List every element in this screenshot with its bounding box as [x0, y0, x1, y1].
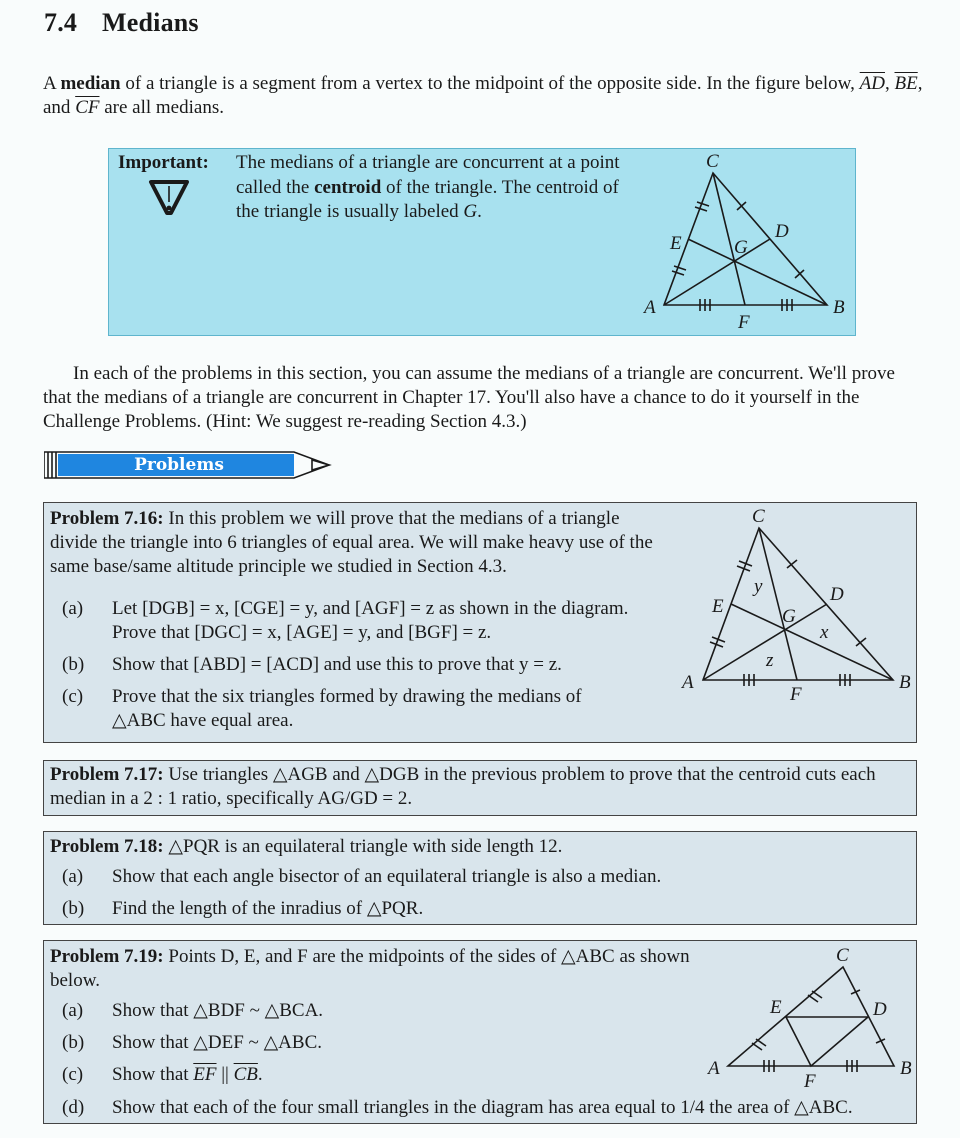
medians-diagram	[620, 145, 860, 335]
important-label: Important:	[118, 152, 209, 173]
segment-ad: $\overline{AD}$	[859, 73, 885, 94]
problem-statement: △PQR is an equilateral triangle with side length 12.	[168, 836, 563, 857]
region-label-z: z	[766, 650, 774, 671]
label-c: C	[706, 151, 719, 172]
problem-7-19-part-a	[62, 999, 682, 1023]
part-label: (a)	[62, 1000, 84, 1021]
part-label: (a)	[62, 866, 84, 887]
problem-7-17-text	[50, 763, 914, 811]
part-text: Let [DGB] = x, [CGE] = y, and [AGF] = z as shown in the diagram.	[112, 598, 629, 619]
problem-7-16-text	[50, 507, 670, 579]
intro-text: ,	[885, 73, 895, 94]
part-label: (a)	[62, 598, 84, 619]
label-b: B	[899, 672, 911, 693]
problem-statement: In this problem we will prove that the medians of a triangle divide the triangle into 6 triangles of equal area. We will make heavy use of the same base/same altitude principle we studied in Section 4.3.	[50, 508, 653, 577]
part-text: Show that △BDF ~ △BCA.	[112, 1000, 324, 1021]
problem-statement: Points D, E, and F are the midpoints of the sides of △ABC as shown below.	[50, 946, 690, 991]
label-a: A	[644, 297, 656, 318]
label-e: E	[670, 233, 682, 254]
part-label: (c)	[62, 686, 84, 707]
term-median: median	[60, 73, 121, 94]
part-label: (d)	[62, 1097, 85, 1118]
problem-7-18-text	[50, 835, 914, 859]
segment-cf: $\overline{CF}$	[75, 97, 100, 118]
intro-paragraph	[43, 72, 928, 120]
segment-cb: $\overline{CB}$	[233, 1064, 258, 1085]
median-cf	[759, 528, 797, 680]
important-text-part: of the triangle. The centroid of the triangle is usually labeled	[236, 176, 619, 222]
part-label: (c)	[62, 1064, 84, 1085]
important-text-part: .	[477, 201, 482, 222]
problem-7-18-part-b	[62, 897, 912, 921]
label-g: G	[782, 606, 796, 627]
part-label: (b)	[62, 1032, 85, 1053]
label-f: F	[738, 312, 750, 333]
intro-text: of a triangle is a segment from a vertex to the midpoint of the opposite side. In the figure below,	[120, 73, 860, 94]
region-label-x: x	[820, 622, 829, 643]
problem-7-19-text	[50, 945, 700, 993]
label-f: F	[790, 684, 802, 705]
median-be	[688, 239, 827, 305]
label-e: E	[712, 596, 724, 617]
problem-7-16-part-b	[62, 653, 682, 677]
intro-text: are all medians.	[99, 97, 224, 118]
label-c: C	[752, 506, 765, 527]
label-g: G	[734, 237, 748, 258]
part-label: (b)	[62, 654, 85, 675]
midpoint-triangle-diagram	[690, 935, 930, 1095]
section-number: 7.4	[44, 8, 78, 37]
warning-exclamation-icon	[147, 178, 191, 216]
section-title: Medians	[102, 8, 199, 37]
parallel-symbol: ||	[216, 1064, 234, 1085]
part-text: Show that	[112, 1064, 194, 1085]
segment-be: $\overline{BE}$	[894, 73, 918, 94]
part-text: Prove that the six triangles formed by drawing the medians of	[112, 686, 582, 707]
section-heading	[44, 8, 199, 38]
intro-text: A	[43, 73, 61, 94]
segment-ef: $\overline{EF}$	[193, 1064, 217, 1085]
problem-title: Problem 7.19:	[50, 946, 164, 967]
label-a: A	[708, 1058, 720, 1079]
problem-statement: Use triangles △AGB and △DGB in the previous problem to prove that the centroid cuts each median in a 2 : 1 ratio, specifically AG/GD = 2.	[50, 764, 876, 809]
label-d: D	[775, 221, 789, 242]
part-text: Show that [ABD] = [ACD] and use this to prove that y = z.	[112, 654, 562, 675]
problem-7-18-part-a	[62, 865, 912, 889]
important-text-part: The medians of a triangle are concurrent at a point called the	[236, 152, 620, 198]
part-text: Show that each angle bisector of an equilateral triangle is also a median.	[112, 866, 662, 887]
important-text	[236, 151, 636, 225]
problem-title: Problem 7.16:	[50, 508, 164, 529]
problem-7-16-part-a	[62, 597, 682, 645]
label-b: B	[900, 1058, 912, 1079]
median-be	[731, 604, 893, 680]
label-d: D	[830, 584, 844, 605]
problems-banner-label: Problems	[134, 455, 224, 475]
label-c: C	[836, 945, 849, 966]
problem-7-19-part-b	[62, 1031, 682, 1055]
label-a: A	[682, 672, 694, 693]
part-text: Find the length of the inradius of △PQR.	[112, 898, 424, 919]
label-f: F	[804, 1071, 816, 1092]
label-d: D	[873, 999, 887, 1020]
part-text: Show that △DEF ~ △ABC.	[112, 1032, 322, 1053]
part-text: .	[257, 1064, 263, 1085]
region-label-y: y	[754, 576, 763, 597]
intro-text: , and	[43, 73, 923, 118]
term-centroid: centroid	[314, 176, 382, 198]
problem-7-19-part-d	[62, 1096, 922, 1120]
problem-7-16-part-c	[62, 685, 682, 733]
area-medians-diagram	[670, 500, 920, 710]
centroid-symbol: G	[463, 201, 478, 222]
label-e: E	[770, 997, 782, 1018]
part-label: (b)	[62, 898, 85, 919]
assumption-paragraph: In each of the problems in this section, you can assume the medians of a triangle are concurrent. We'll prove that the medians of a triangle are concurrent in Chapter 17. You'll also have a chance to do it yourself in the Challenge Problems. (Hint: We suggest re-reading Section 4.3.)	[43, 363, 895, 432]
problem-title: Problem 7.18:	[50, 836, 164, 857]
problem-7-19-part-c	[62, 1063, 682, 1087]
problem-title: Problem 7.17:	[50, 764, 164, 785]
part-text: △ABC have equal area.	[112, 710, 294, 731]
label-b: B	[833, 297, 845, 318]
medial-triangle-def	[786, 1017, 868, 1066]
part-text: Prove that [DGC] = x, [AGE] = y, and [BGF] = z.	[112, 622, 492, 643]
part-text: Show that each of the four small triangles in the diagram has area equal to 1/4 the area of △ABC.	[112, 1097, 853, 1118]
